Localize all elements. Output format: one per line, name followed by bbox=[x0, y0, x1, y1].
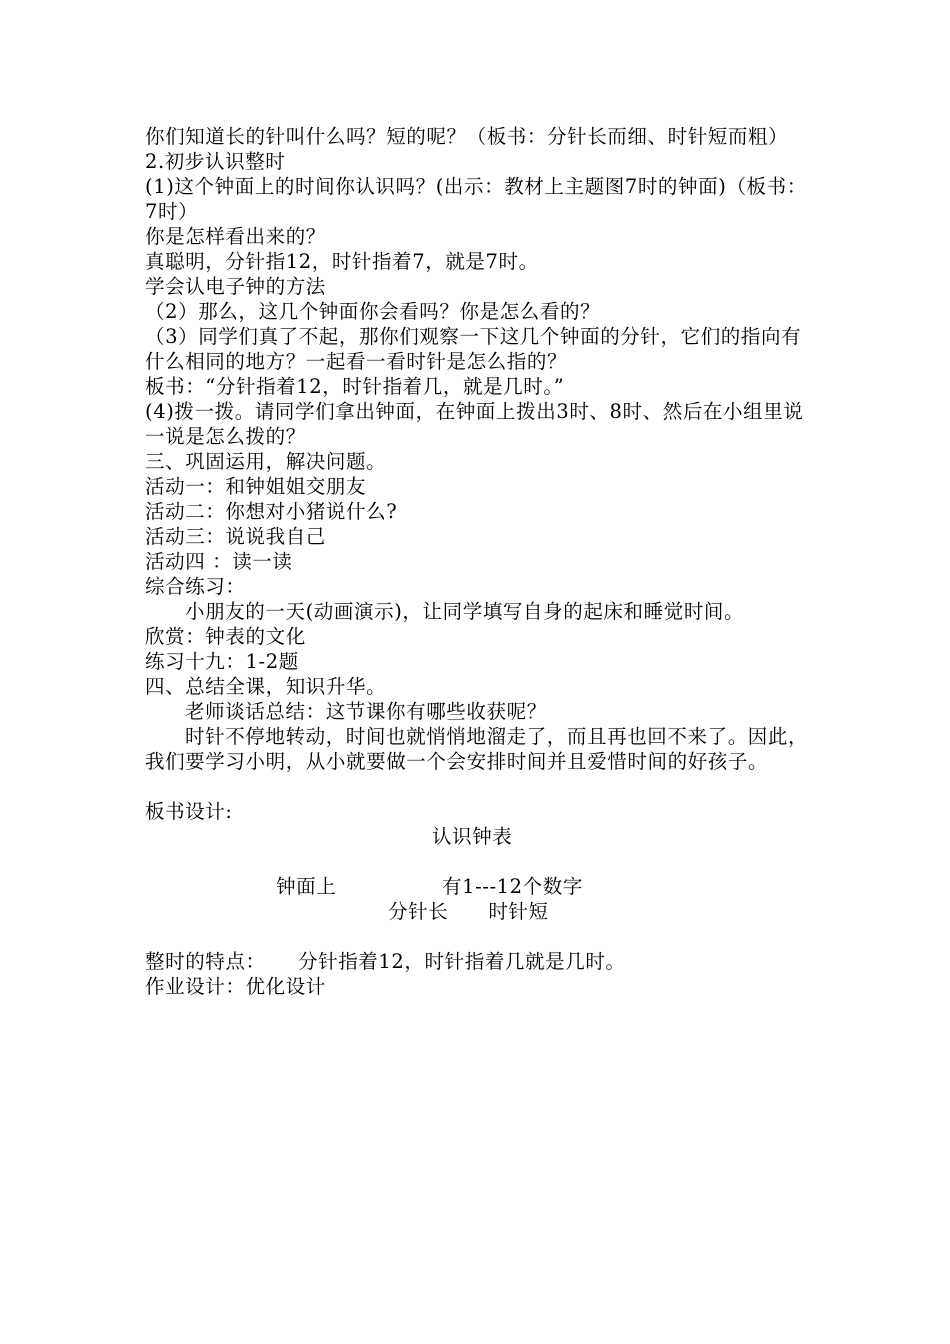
comprehensive-practice-text: 小朋友的一天(动画演示)，让同学填写自身的起床和睡觉时间。 bbox=[185, 600, 745, 623]
activity-1: 活动一：和钟姐姐交朋友 bbox=[145, 475, 367, 498]
exercise-19: 练习十九：1-2题 bbox=[145, 650, 299, 673]
document-body bbox=[145, 124, 810, 999]
section-heading-summary: 四、总结全课，知识升华。 bbox=[145, 675, 387, 698]
appreciation: 欣赏：钟表的文化 bbox=[145, 625, 306, 648]
paragraph-step-2: （2）那么，这几个钟面你会看吗？你是怎么看的？ bbox=[145, 300, 601, 323]
board-design-label: 板书设计: bbox=[145, 800, 233, 823]
paragraph-step-4: (4)拨一拨。请同学们拿出钟面，在钟面上拨出3时、8时、然后在小组里说一说是怎么拨的？ bbox=[145, 400, 804, 448]
paragraph-step-3: （3）同学们真了不起，那你们观察一下这几个钟面的分针，它们的指向有什么相同的地方？一起看一看时针是怎么指的？ bbox=[145, 325, 802, 373]
activity-2: 活动二：你想对小猪说什么? bbox=[145, 500, 398, 523]
board-design-row-clock-face bbox=[145, 874, 810, 899]
comprehensive-practice-label: 综合练习： bbox=[145, 575, 246, 598]
board-design-row-hands bbox=[145, 899, 810, 924]
whole-hour-feature bbox=[145, 949, 810, 974]
board-minute-hand: 分针长 bbox=[388, 900, 449, 923]
teacher-summary: 老师谈话总结：这节课你有哪些收获呢？ bbox=[185, 700, 547, 723]
paragraph-board-note: 板书：“分针指着12，时针指着几，就是几时。” bbox=[145, 375, 565, 398]
board-numbers: 有1---12个数字 bbox=[442, 875, 583, 898]
section-heading-consolidate: 三、巩固运用，解决问题。 bbox=[145, 450, 387, 473]
board-clock-face: 钟面上 bbox=[276, 875, 337, 898]
board-design-title: 认识钟表 bbox=[432, 825, 513, 848]
section-heading-whole-hour: 2.初步认识整时 bbox=[145, 150, 286, 173]
spacer bbox=[145, 849, 810, 874]
paragraph-smart: 真聪明，分针指12，时针指着7，就是7时。 bbox=[145, 250, 539, 273]
paragraph-electronic-clock: 学会认电子钟的方法 bbox=[145, 275, 326, 298]
spacer bbox=[145, 774, 810, 799]
activity-3: 活动三：说说我自己 bbox=[145, 525, 326, 548]
feature-text: 分针指着12，时针指着几就是几时。 bbox=[298, 950, 626, 973]
closing-paragraph: 时针不停地转动，时间也就悄悄地溜走了，而且再也回不来了。因此，我们要学习小明，从小就要做一个会安排时间并且爱惜时间的好孩子。 bbox=[145, 725, 809, 773]
spacer bbox=[145, 924, 810, 949]
board-hour-hand: 时针短 bbox=[488, 900, 549, 923]
homework-design: 作业设计：优化设计 bbox=[145, 975, 326, 998]
activity-4: 活动四 ：读一读 bbox=[145, 550, 293, 573]
paragraph-hands-question: 你们知道长的针叫什么吗？短的呢？（板书：分针长而细、时针短而粗） bbox=[145, 125, 789, 148]
feature-label: 整时的特点： bbox=[145, 950, 266, 973]
paragraph-step-1: (1)这个钟面上的时间你认识吗？(出示：教材上主题图7时的钟面)（板书：7时） bbox=[145, 175, 807, 223]
paragraph-how-see: 你是怎样看出来的？ bbox=[145, 225, 326, 248]
